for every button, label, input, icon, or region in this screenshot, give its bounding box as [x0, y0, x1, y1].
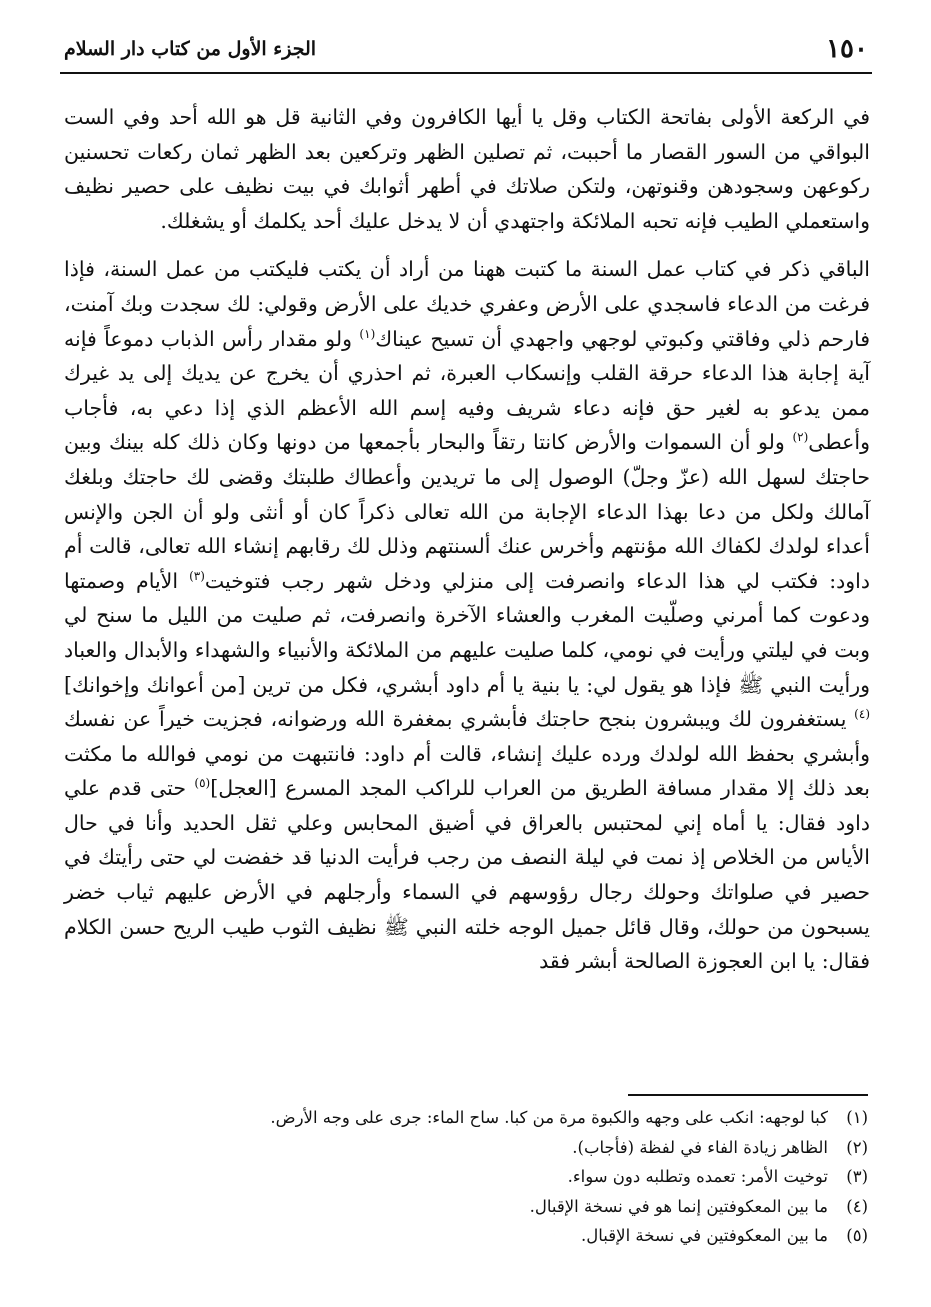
page-header: [60, 34, 872, 68]
header-divider: [60, 72, 872, 74]
footnote-text: توخيت الأمر: تعمده وتطلبه دون سواء.: [567, 1167, 828, 1186]
paragraph-2: [64, 252, 870, 978]
footnote-divider: [628, 1094, 868, 1096]
main-text: [64, 100, 870, 979]
footnote-2: [64, 1133, 868, 1163]
footnotes: [64, 1103, 868, 1251]
running-title: الجزء الأول من كتاب دار السلام: [64, 38, 317, 60]
footnote-text: ما بين المعكوفتين إنما هو في نسخة الإقبال.: [529, 1196, 828, 1216]
footnote-number: (٥): [846, 1226, 868, 1245]
footnote-3: [64, 1162, 868, 1192]
page-number: ١٥٠: [826, 34, 868, 64]
footnote-number: (٢): [846, 1137, 868, 1157]
footnote-text: ما بين المعكوفتين في نسخة الإقبال.: [581, 1226, 828, 1245]
paragraph-1: في الركعة الأولى بفاتحة الكتاب وقل يا أيها الكافرون وفي الثانية قل هو الله أحد وفي الست البواقي من السور القصار ما أحببت، ثم تصلين الظهر وتركعين بعد الظهر ثمان ركعات تحسنين ركوعهن وسجودهن وقنوتهن، ولتكن صلاتك في أطهر أثوابك في بيت نظيف على حصير نظيف واستعملي الطيب فإنه تحبه الملائكة واجتهدي أن لا يدخل عليك أحد يكلمك أو يشغلك.: [64, 105, 870, 233]
footnote-number: (١): [846, 1108, 868, 1127]
text-segment: الباقي ذكر في كتاب عمل السنة ما كتبت ههنا من أراد أن يكتب فليكتب من عمل السنة، فإذا فرغت من الدعاء فاسجدي على الأرض وعفري خديك على الأرض وقولي: لك سجدت وبك آمنت، فارحم ذلي وفاقتي وكبوتي لوجهي واجهدي أن تسيح عيناك: [64, 257, 870, 351]
footnote-text: الظاهر زيادة الفاء في لفظة (فأجاب).: [572, 1137, 828, 1157]
footnote-ref-4: (٤): [854, 707, 870, 722]
text-segment: الأيام وصمتها ودعوت كما أمرني وصلّيت المغرب والعشاء الآخرة وانصرفت، ثم صليت من الليل ما سنح لي وبت في ليلتي ورأيت في نومي، كلما صليت عليهم من الملائكة والأنبياء والشهداء والأبدال والعباد ورأيت النبي ﷺ فإذا هو يقول لي: يا بنية يا أم داود أبشري، فكل من ترين [من أعوانك وإخوانك]: [64, 568, 870, 697]
footnote-ref-2: (٢): [792, 430, 809, 445]
footnote-number: (٤): [846, 1196, 868, 1216]
footnote-text: كبا لوجهه: انكب على وجهه والكبوة مرة من كبا. ساح الماء: جرى على وجه الأرض.: [270, 1108, 828, 1127]
footnote-number: (٣): [846, 1167, 868, 1186]
footnote-ref-3: (٣): [189, 568, 205, 583]
text-segment: يستغفرون لك ويبشرون بنجح حاجتك فأبشري بمغفرة الله ورضوانه، فجزيت خيراً عن نفسك وأبشري بحفظ الله لولدك ورده عليك إنشاء، قالت أم داود: فانتبهت من نومي فوالله ما مكثت بعد ذلك إلا مقدار مسافة الطريق من العراب للراكب المجد المسرع [العجل]: [64, 707, 871, 801]
text-segment: ولو أن السموات والأرض كانتا رتقاً والبحار بأجمعها من دونها وكان ذلك كله بينك وبين حاجتك لسهل الله (عزّ وجلّ) الوصول إلى ما تريدين وأعطاك طلبتك وقضى لك حاجتك وبلغك آمالك ولكل من دعا بهذا الدعاء الإجابة من الله تعالى ذكراً كان أو أنثى ولو أن الجن والإنس أعداء لولدك لكفاك الله مؤنتهم وأخرس عنك ألسنتهم وذلل لك رقابهم إنشاء الله تعالى، قالت أم داود: فكتب لي هذا الدعاء وانصرفت إلى منزلي ودخل شهر رجب فتوخيت: [64, 430, 870, 593]
footnote-ref-5: (٥): [194, 776, 211, 791]
footnote-4: [64, 1192, 868, 1222]
footnote-1: [64, 1103, 868, 1133]
text-segment: ولو مقدار رأس الذباب دموعاً فإنه آية إجابة هذا الدعاء حرقة القلب وإنسكاب العبرة، ثم احذري أن يخرج عن يديك إلى يد غيرك ممن يدعو به لغير حق فإنه دعاء شريف وفيه إسم الله الأعظم الذي إذا دعي به، فأجاب وأعطى: [64, 326, 870, 455]
text-segment: حتى قدم علي داود فقال: يا أماه إني لمحتبس بالعراق في أضيق المحابس وعلي ثقل الحديد وأنا في حال الأياس من الخلاص إذ نمت في ليلة النصف من رجب فرأيت الدنيا قد خفضت لي حتى رأيتك في حصير في صلواتك وحولك رجال رؤوسهم في السماء وأرجلهم في الأرض عليهم ثياب خضر يسبحون من حولك، وقال قائل جميل الوجه خلته النبي ﷺ نظيف الثوب طيب الريح حسن الكلام فقال: يا ابن العجوزة الصالحة أبشر فقد: [64, 776, 870, 974]
footnote-ref-1: (١): [359, 326, 376, 341]
footnote-5: [64, 1221, 868, 1251]
